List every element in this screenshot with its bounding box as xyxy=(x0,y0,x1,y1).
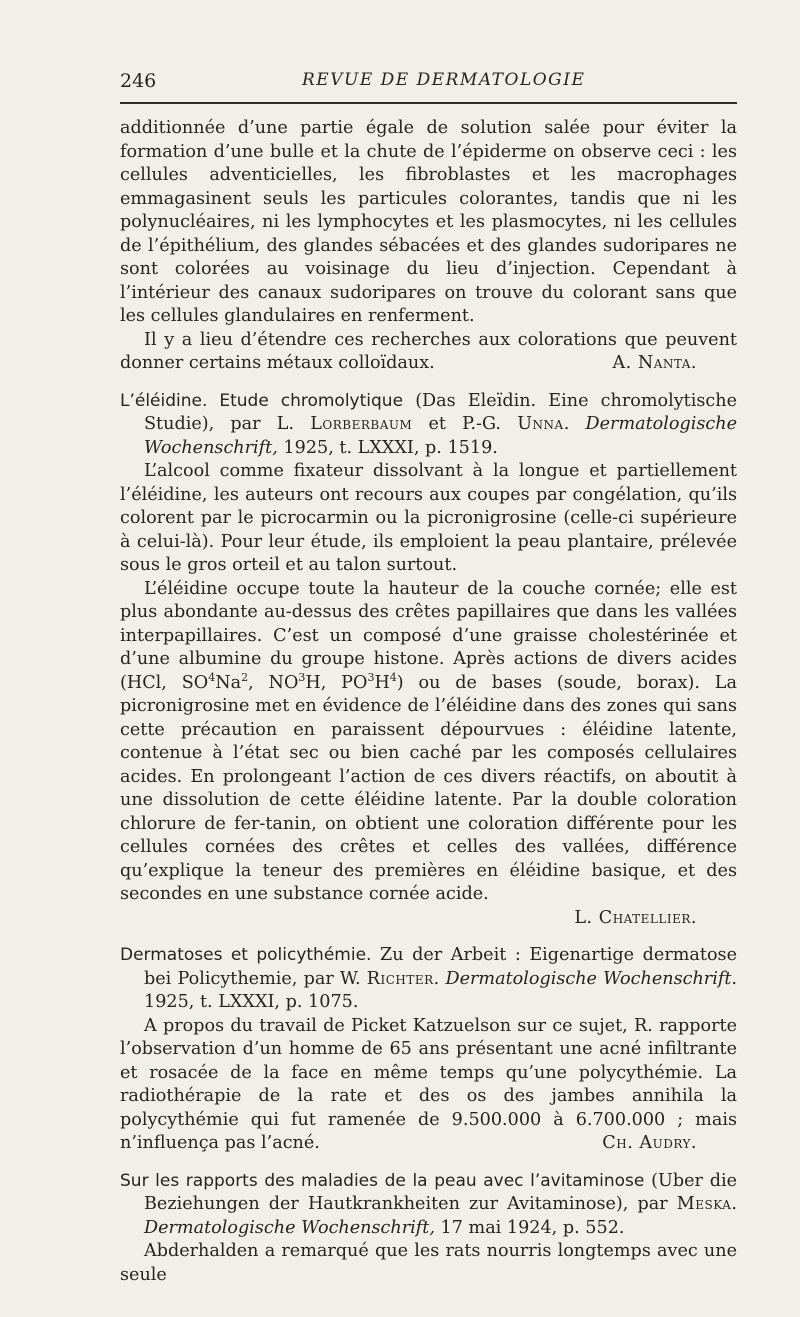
article-eleidine xyxy=(120,390,737,931)
article-title: Dermatoses et policythémie. xyxy=(120,945,372,965)
signature-nanta: A. Nanta. xyxy=(612,353,697,373)
article-heading: L’éléidine. Etude chromolytique (Das Eleïdin. Eine chromolytische Studie), par L. Lorberbaum et P.-G. Unna. Dermatologische Wochenschrift, 1925, t. LXXXI, p. 1519. xyxy=(120,390,738,458)
journal-name: Dermatologische Wochenschrift, xyxy=(144,1217,435,1238)
journal-name: Dermatologische Wochenschrift, xyxy=(144,414,738,458)
header-rule xyxy=(120,102,737,104)
article-heading: Sur les rapports des maladies de la peau avec l’avitaminose (Uber die Beziehungen der Hautkrankheiten zur Avitaminose), par Meska. Dermatologische Wochenschrift, 17 mai 1924, p. 552. xyxy=(120,1170,737,1238)
author-name: Richter xyxy=(366,968,434,989)
page-body xyxy=(120,117,737,1287)
author-name: Lorberbaum xyxy=(310,414,413,434)
signature-audry: Ch. Audry. xyxy=(602,1133,697,1153)
page-number: 246 xyxy=(120,70,157,92)
continuation-paragraph-2: Il y a lieu d’étendre ces recherches aux colorations que peuvent donner certains métaux colloïdaux. xyxy=(120,329,737,373)
author-name: Meska xyxy=(676,1194,732,1214)
article-paragraph: Abderhalden a remarqué que les rats nourris longtemps avec une seule xyxy=(120,1241,737,1285)
article-heading: Dermatoses et policythémie. Zu der Arbeit : Eigenartige dermatose bei Policythemie, par W. Richter. Dermatologische Wochenschrift. 1925, t. LXXXI, p. 1075. xyxy=(120,945,738,1012)
signature-chatellier: L. Chatellier. xyxy=(574,907,697,928)
article-title: Sur les rapports des maladies de la peau avec l’avitaminose xyxy=(120,1170,645,1191)
journal-name: Dermatologische Wochenschrift xyxy=(445,968,732,989)
running-header xyxy=(120,70,737,100)
article-paragraph: L’alcool comme fixateur dissolvant à la longue et partiellement l’éléidine, les auteurs ont recours aux coupes par congélation, qu’ils colorent par le picrocarmin ou la picronigrosine (celle-ci supérieure à celui-là). Pour leur étude, ils emploient la peau plantaire, prélevée sous le gros orteil et au talon surtout. xyxy=(120,461,737,575)
continuation-paragraph: additionnée d’une partie égale de solution salée pour éviter la formation d’une bulle et la chute de l’épiderme on observe ceci : les cellules adventicielles, les fibroblastes et les macrophages emmagasinent seuls les particules colorantes, tandis que ni les polynucléaires, ni les lymphocytes et les plasmocytes, ni les cellules de l’épithélium, des glandes sébacées et des glandes sudoripares ne sont colorées au voisinage du lieu d’injection. Cependant à l’intérieur des canaux sudoripares on trouve du colorant sans que les cellules glandulaires en renferment. xyxy=(120,118,737,326)
article-title: L’éléidine. Etude chromolytique xyxy=(120,390,404,411)
article-paragraph: A propos du travail de Picket Katzuelson sur ce sujet, R. rapporte l’observation d’un homme de 65 ans présentant une acné infiltrante et rosacée de la face en même temps qu’une polycythémie. La radiothérapie de la rate et des os des jambes annihila la polycythémie qui fut ramenée de 9.500.000 à 6.700.000 ; mais n’influença pas l’acné. xyxy=(120,1015,737,1153)
author-name: Unna xyxy=(517,414,564,434)
article-paragraph: L’éléidine occupe toute la hauteur de la couche cornée; elle est plus abondante au-dessus des crêtes papillaires que dans les vallées interpapillaires. C’est un composé d’une graisse cholestérinée et d’une albumine du groupe histone. Après actions de divers acides (HCl, $SO^4Na^2$, $NO^3H$, $PO^3H^4$) ou de bases (soude, borax). La picronigrosine met en évidence de l’éléidine dans des zones qui sans cette précaution en paraissent dépourvues : éléidine latente, contenue à l’état sec ou bien caché par les composés cellulaires acides. En prolongeant l’action de ces divers réactifs, on aboutit à une dissolution de cette éléidine latente. Par la double coloration chlorure de fer-tanin, on obtient une coloration différente pour les cellules cornées des crêtes et celles des vallées, différence qu’explique la teneur des premières en éléidine basique, et des secondes en une substance cornée acide. xyxy=(120,578,737,904)
article-avitaminose xyxy=(120,1170,737,1288)
running-title: REVUE DE DERMATOLOGIE xyxy=(302,70,586,90)
article-policythemie xyxy=(120,944,737,1156)
